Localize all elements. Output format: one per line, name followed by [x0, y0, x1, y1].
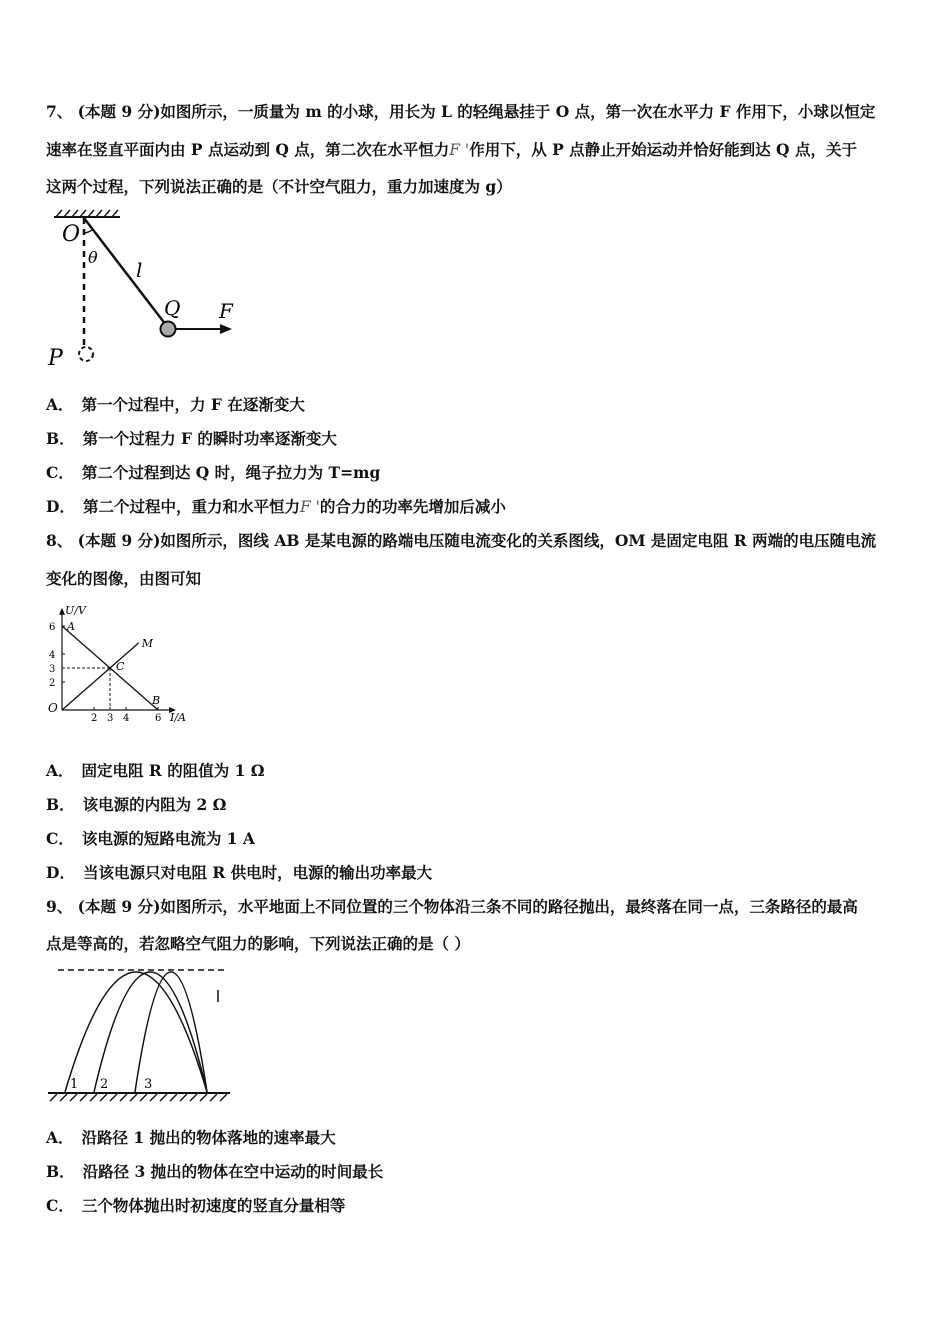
- q9-stem-line1: 9、 (本题 9 分)如图所示，水平地面上不同位置的三个物体沿三条不同的路径抛出，最终落在同一点，三条路径的最高: [46, 897, 858, 916]
- q7-option-b-label: B．: [46, 429, 75, 448]
- q8-option-a-text: 固定电阻 R 的阻值为 1 Ω: [81, 761, 265, 780]
- q9-option-b[interactable]: [46, 1162, 383, 1182]
- q8-ui-chart: [40, 600, 200, 730]
- q9-option-a-text: 沿路径 1 抛出的物体落地的速率最大: [81, 1128, 336, 1147]
- series-line-om: [62, 643, 139, 710]
- q7-stem-line2: [46, 140, 908, 160]
- y-tick-label-0: 6: [49, 622, 56, 633]
- label-c: C: [116, 660, 125, 673]
- q8-option-d-label: D．: [46, 863, 75, 882]
- ground-hatch: [50, 1094, 227, 1101]
- f-prime-symbol: F ': [299, 498, 320, 516]
- q8-option-c-label: C．: [46, 829, 74, 848]
- q8-option-b-text: 该电源的内阻为 2 Ω: [82, 795, 227, 814]
- ball-p-dashed: [79, 347, 93, 361]
- trajectory-path-1: [65, 972, 207, 1092]
- q9-option-c[interactable]: [46, 1196, 345, 1216]
- q8-option-d-text: 当该电源只对电阻 R 供电时，电源的输出功率最大: [82, 863, 433, 882]
- y-tick-label-3: 2: [49, 678, 56, 689]
- f-prime-symbol: F ': [449, 141, 470, 159]
- x-axis-label: I/A: [170, 711, 186, 724]
- q9-option-c-label: C．: [46, 1196, 74, 1215]
- q8-stem-line1: 8、 (本题 9 分)如图所示，图线 AB 是某电源的路端电压随电流变化的关系图线，OM 是固定电阻 R 两端的电压随电流: [46, 531, 877, 550]
- q7-option-d-label: D．: [46, 497, 75, 516]
- q7-option-c-text: 第二个过程到达 Q 时，绳子拉力为 T=mg: [81, 463, 381, 482]
- q7-stem-line3: 这两个过程，下列说法正确的是（不计空气阻力，重力加速度为 g）: [46, 177, 512, 196]
- y-tick-label-1: 4: [49, 650, 56, 661]
- x-tick-label-3: 6: [155, 713, 162, 724]
- q7-option-d-text-a: 第二个过程中，重力和水平恒力: [82, 497, 300, 516]
- q7-stem-line1: 7、 (本题 9 分)如图所示，一质量为 m 的小球，用长为 L 的轻绳悬挂于 O 点，第一次在水平力 F 作用下，小球以恒定: [46, 102, 876, 121]
- label-path-2: 2: [100, 1077, 109, 1092]
- q8-option-a-label: A．: [46, 761, 74, 780]
- q9-stem-line2: 点是等高的，若忽略空气阻力的影响，下列说法正确的是（ ）: [46, 934, 470, 953]
- q8-option-b[interactable]: [46, 795, 227, 815]
- trajectory-path-3: [135, 972, 207, 1092]
- q7-stem-line2b: 作用下，从 P 点静止开始运动并恰好能到达 Q 点，关于: [469, 140, 857, 159]
- y-axis-label: U/V: [65, 603, 86, 617]
- q9-option-b-text: 沿路径 3 抛出的物体在空中运动的时间最长: [82, 1162, 384, 1181]
- q8-option-c[interactable]: [46, 829, 255, 849]
- q7-option-c-label: C．: [46, 463, 74, 482]
- q9-option-b-label: B．: [46, 1162, 75, 1181]
- ball-q: [161, 322, 176, 337]
- q9-option-a-label: A．: [46, 1128, 74, 1147]
- x-tick-label-0: 2: [91, 713, 98, 724]
- label-o: O: [62, 222, 81, 247]
- label-f: F: [219, 299, 233, 323]
- q7-option-d[interactable]: [46, 497, 506, 517]
- q8-stem-line2: 变化的图像，由图可知: [46, 569, 202, 588]
- ceiling-hatch: [56, 210, 118, 217]
- label-theta: θ: [88, 248, 98, 267]
- origin-label: O: [48, 701, 58, 715]
- q8-option-b-label: B．: [46, 795, 75, 814]
- q8-option-a[interactable]: [46, 761, 265, 781]
- rope-line: [84, 218, 166, 325]
- label-path-1: 1: [70, 1077, 79, 1092]
- q7-stem-line2a: 速率在竖直平面内由 P 点运动到 Q 点，第二次在水平恒力: [46, 140, 450, 159]
- q9-option-c-text: 三个物体抛出时初速度的竖直分量相等: [81, 1196, 346, 1215]
- q7-pendulum-figure: [40, 205, 260, 375]
- q7-option-d-text-b: 的合力的功率先增加后减小: [319, 497, 506, 516]
- q9-trajectory-figure: [40, 962, 240, 1112]
- q8-option-d[interactable]: [46, 863, 432, 883]
- y-tick-label-2: 3: [49, 664, 56, 675]
- force-arrow-head: [220, 324, 232, 334]
- q7-option-a[interactable]: [46, 395, 305, 415]
- x-tick-label-2: 4: [123, 713, 130, 724]
- label-p: P: [48, 346, 63, 371]
- x-tick-label-1: 3: [107, 713, 114, 724]
- label-q: Q: [164, 296, 181, 320]
- q7-option-b-text: 第一个过程力 F 的瞬时功率逐渐变大: [82, 429, 337, 448]
- q7-option-c[interactable]: [46, 463, 380, 483]
- q7-option-a-text: 第一个过程中，力 F 在逐渐变大: [81, 395, 305, 414]
- q9-option-a[interactable]: [46, 1128, 336, 1148]
- trajectory-path-2: [94, 972, 207, 1092]
- label-b: B: [152, 694, 161, 707]
- theta-arc: [84, 229, 93, 233]
- label-m: M: [141, 636, 154, 650]
- q8-option-c-text: 该电源的短路电流为 1 A: [81, 829, 255, 848]
- label-l: l: [136, 258, 143, 282]
- q7-option-a-label: A．: [46, 395, 74, 414]
- label-a: A: [67, 620, 75, 633]
- label-path-3: 3: [144, 1077, 153, 1092]
- q7-option-b[interactable]: [46, 429, 337, 449]
